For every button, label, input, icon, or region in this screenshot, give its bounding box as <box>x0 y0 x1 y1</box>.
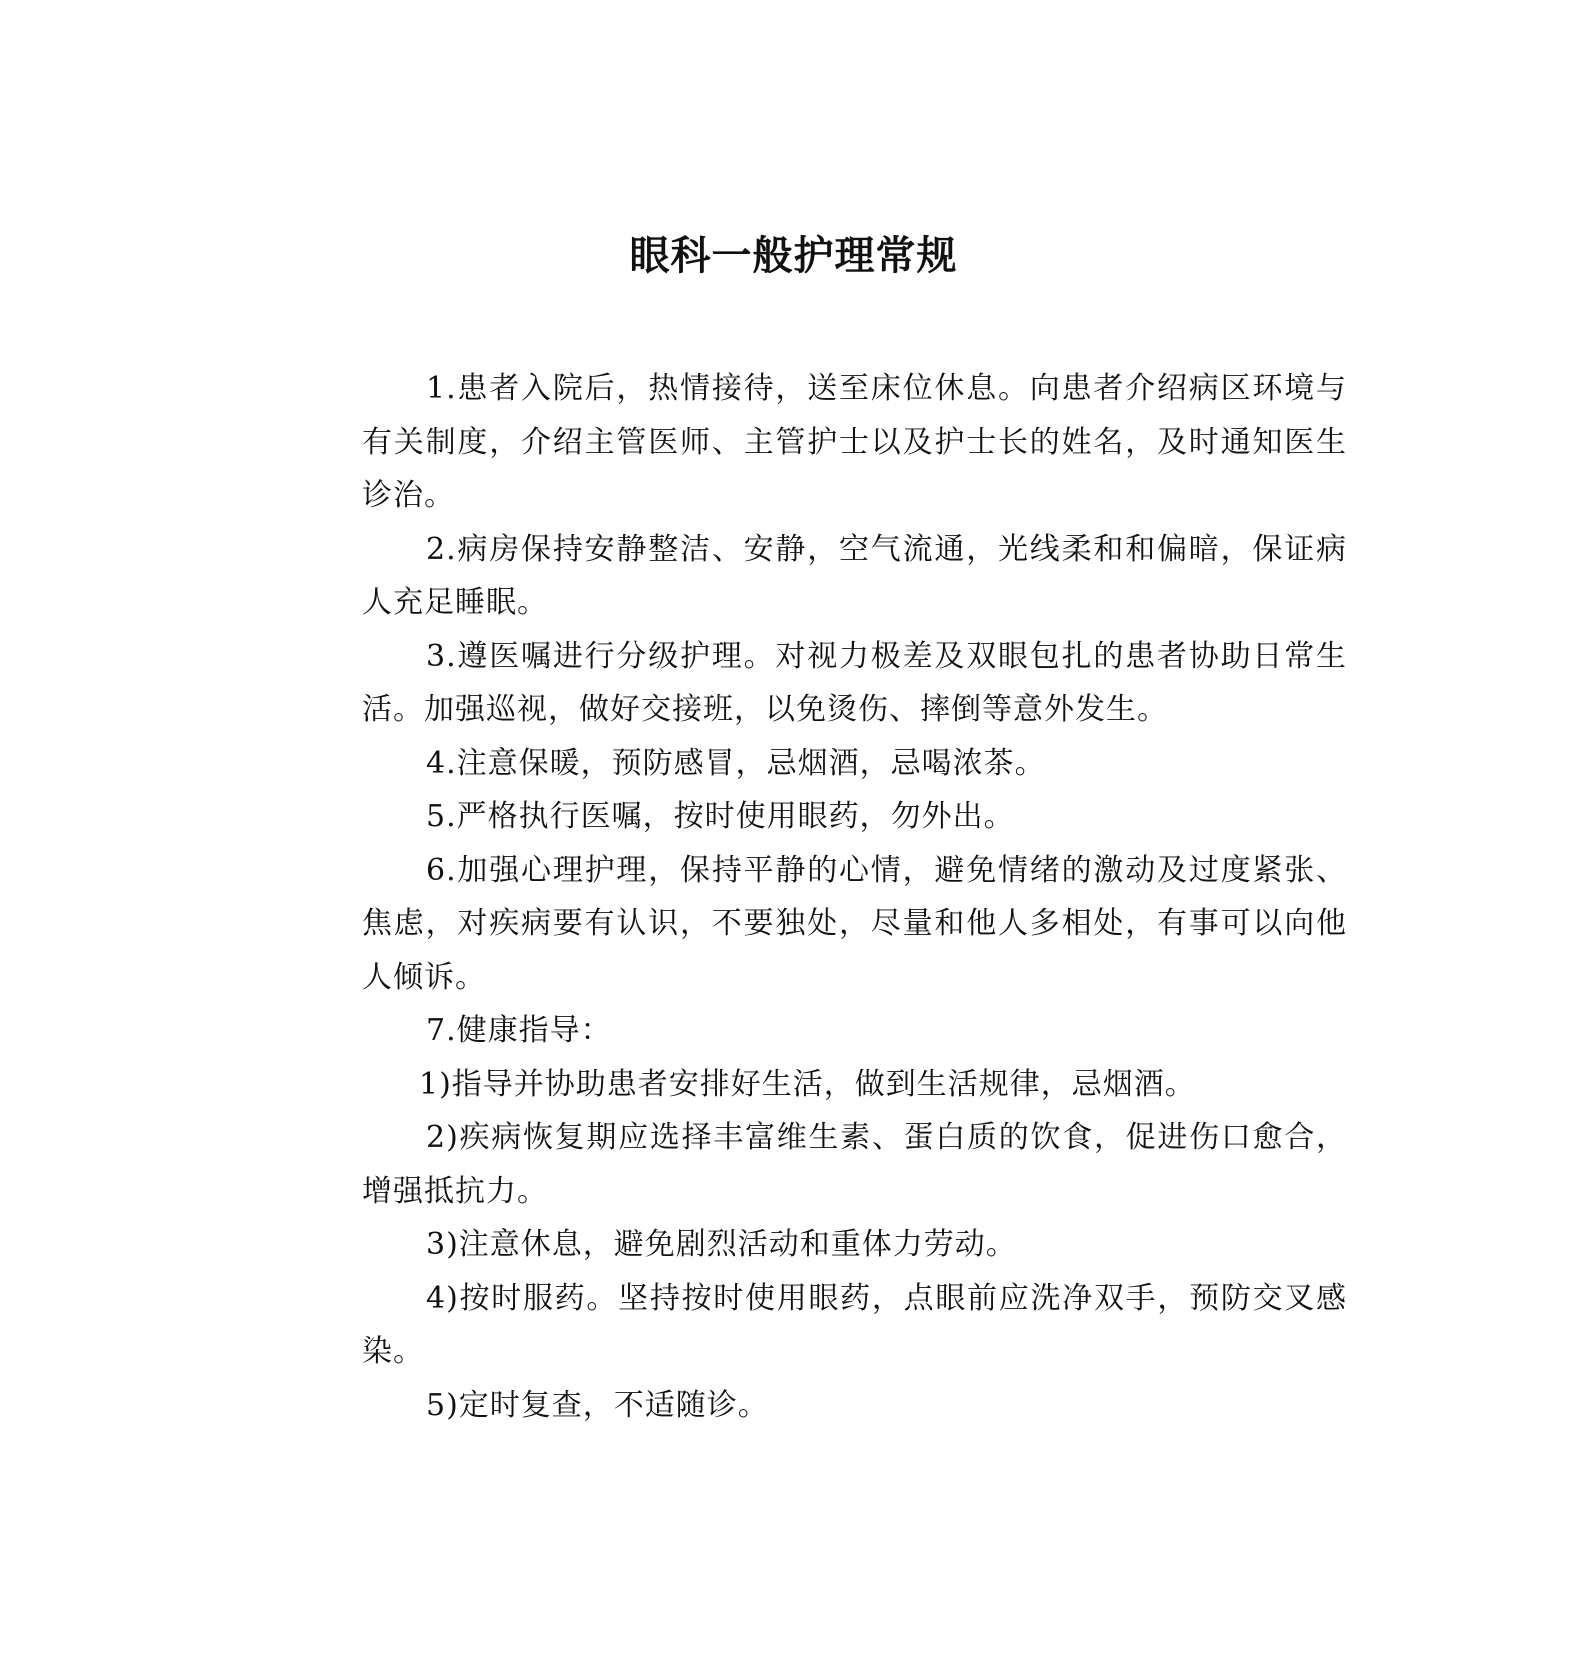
health-guidance-item-1: 1)指导并协助患者安排好生活，做到生活规律，忌烟酒。 <box>419 1066 1196 1102</box>
paragraph-6: 6.加强心理护理，保持平静的心情，避免情绪的激动及过度紧张、焦虑，对疾病要有认识，不要独处，尽量和他人多相处，有事可以向他人倾诉。 <box>362 852 1347 995</box>
paragraph-1: 1.患者入院后，热情接待，送至床位休息。向患者介绍病区环境与有关制度，介绍主管医师、主管护士以及护士长的姓名，及时通知医生诊治。 <box>362 371 1347 513</box>
document-title: 眼科一般护理常规 <box>629 232 958 279</box>
health-guidance-item-4: 4)按时服药。坚持按时使用眼药，点眼前应洗净双手，预防交叉感染。 <box>362 1280 1347 1369</box>
paragraph-7-heading: 7.健康指导： <box>426 1013 612 1048</box>
paragraph-5: 5.严格执行医嘱，按时使用眼药，勿外出。 <box>426 799 1015 834</box>
health-guidance-item-5: 5)定时复查，不适随诊。 <box>426 1387 769 1423</box>
health-guidance-item-2: 2)疾病恢复期应选择丰富维生素、蛋白质的饮食，促进伤口愈合，增强抵抗力。 <box>362 1120 1347 1209</box>
paragraph-3: 3.遵医嘱进行分级护理。对视力极差及双眼包扎的患者协助日常生活。加强巡视，做好交接班，以免烫伤、摔倒等意外发生。 <box>362 638 1347 727</box>
paragraph-4: 4.注意保暖，预防感冒，忌烟酒，忌喝浓茶。 <box>426 745 1046 781</box>
paragraph-2: 2.病房保持安静整洁、安静，空气流通，光线柔和和偏暗，保证病人充足睡眠。 <box>362 531 1347 620</box>
health-guidance-item-3: 3)注意休息，避免剧烈活动和重体力劳动。 <box>426 1227 1017 1262</box>
document-body <box>362 362 1347 1432</box>
